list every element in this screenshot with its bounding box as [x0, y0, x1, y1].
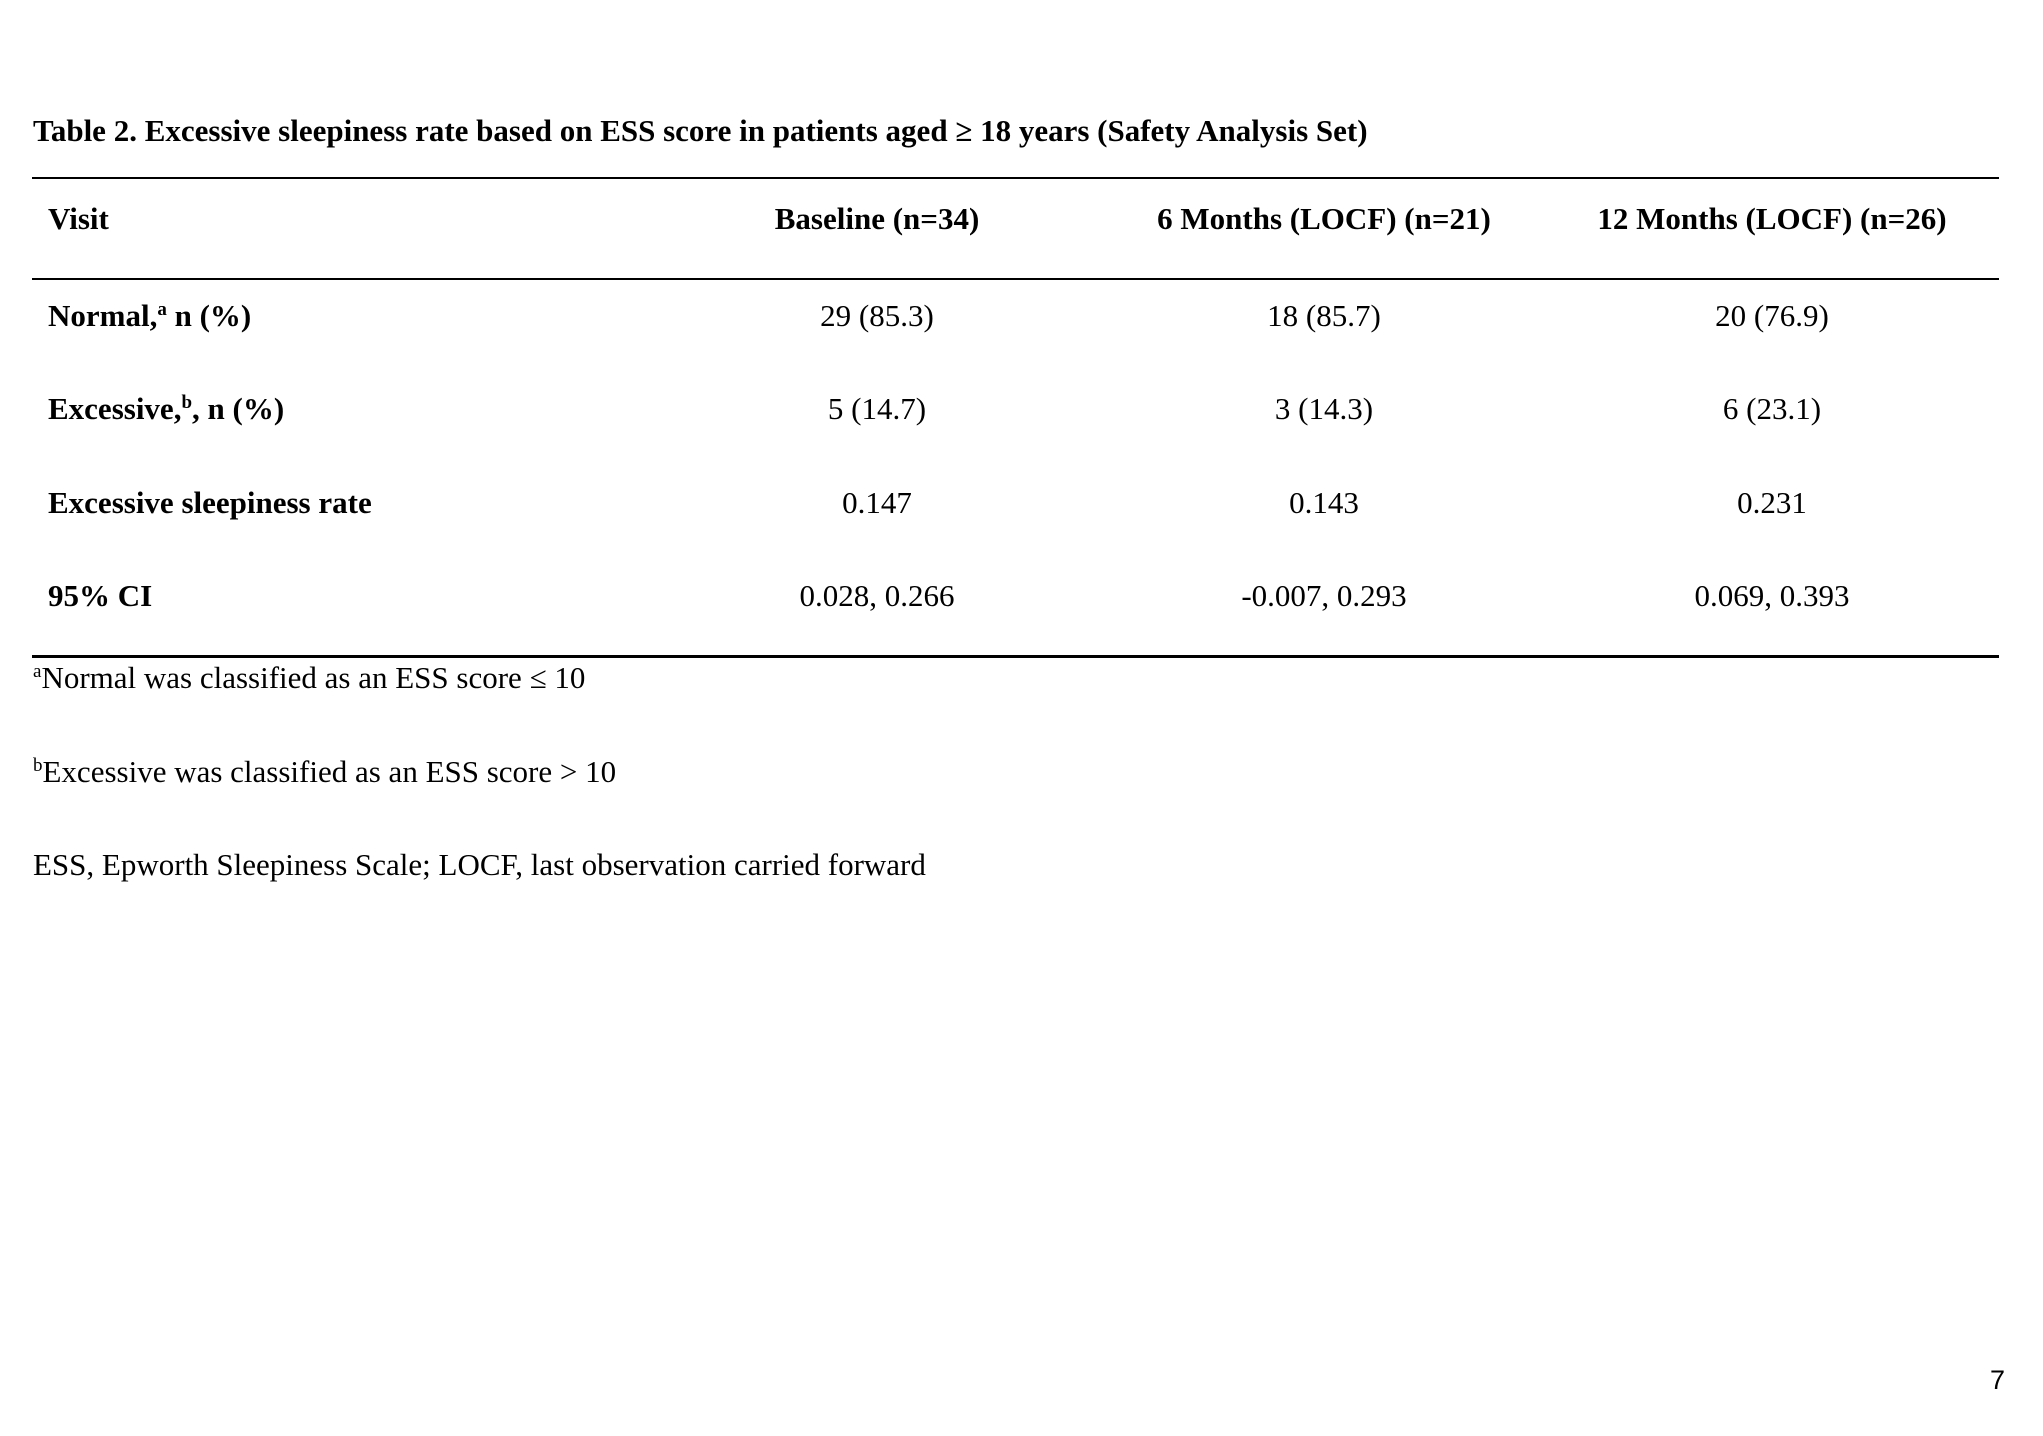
- row-label-excessive: [48, 393, 284, 424]
- table-top-rule: [32, 177, 1999, 179]
- row-label-excessive-sleepiness-rate: Excessive sleepiness rate: [48, 485, 372, 520]
- table-caption: Table 2. Excessive sleepiness rate based on ESS score in patients aged ≥ 18 years (Safety Analysis Set): [33, 113, 1368, 148]
- table-cell: 5 (14.7): [827, 391, 927, 426]
- table-cell: 0.143: [1289, 485, 1359, 520]
- table-cell: 3 (14.3): [1274, 391, 1374, 426]
- table-cell: 18 (85.7): [1267, 298, 1381, 333]
- table-header-rule: [32, 278, 1999, 280]
- table-cell: 0.231: [1737, 485, 1807, 520]
- footnote-marker-a: a: [157, 299, 167, 320]
- header-cell-visit: Visit: [48, 201, 109, 236]
- table-cell: -0.007, 0.293: [1241, 578, 1407, 613]
- header-cell-6-months: 6 Months (LOCF) (n=21): [1157, 201, 1491, 236]
- table-cell: 0.147: [842, 485, 912, 520]
- table-cell: 6 (23.1): [1722, 391, 1822, 426]
- footnote-text: Normal was classified as an ESS score ≤ 10: [41, 660, 586, 695]
- row-label-text: Normal,: [48, 298, 158, 333]
- row-label-suffix: n (%): [166, 298, 252, 333]
- footnote-marker-b: b: [181, 392, 193, 413]
- footnote-b: [33, 756, 616, 787]
- header-cell-12-months: 12 Months (LOCF) (n=26): [1597, 201, 1947, 236]
- table-cell: 20 (76.9): [1715, 298, 1829, 333]
- table-bottom-rule: [32, 655, 1999, 658]
- row-label-text: Excessive,: [48, 391, 182, 426]
- row-label-suffix: , n (%): [192, 391, 285, 426]
- table-cell: 0.028, 0.266: [799, 578, 955, 613]
- footnote-sup: b: [33, 755, 43, 776]
- table-cell: 0.069, 0.393: [1694, 578, 1850, 613]
- page-number: 7: [1990, 1365, 2006, 1395]
- table-cell: 29 (85.3): [820, 298, 934, 333]
- footnote-text: Excessive was classified as an ESS score > 10: [42, 754, 617, 789]
- footnote-abbreviations: ESS, Epworth Sleepiness Scale; LOCF, last observation carried forward: [33, 847, 926, 882]
- footnote-a: [33, 662, 585, 693]
- row-label-95-ci: 95% CI: [48, 578, 153, 613]
- footnote-sup: a: [33, 661, 42, 682]
- row-label-normal: [48, 300, 251, 331]
- header-cell-baseline: Baseline (n=34): [774, 201, 980, 236]
